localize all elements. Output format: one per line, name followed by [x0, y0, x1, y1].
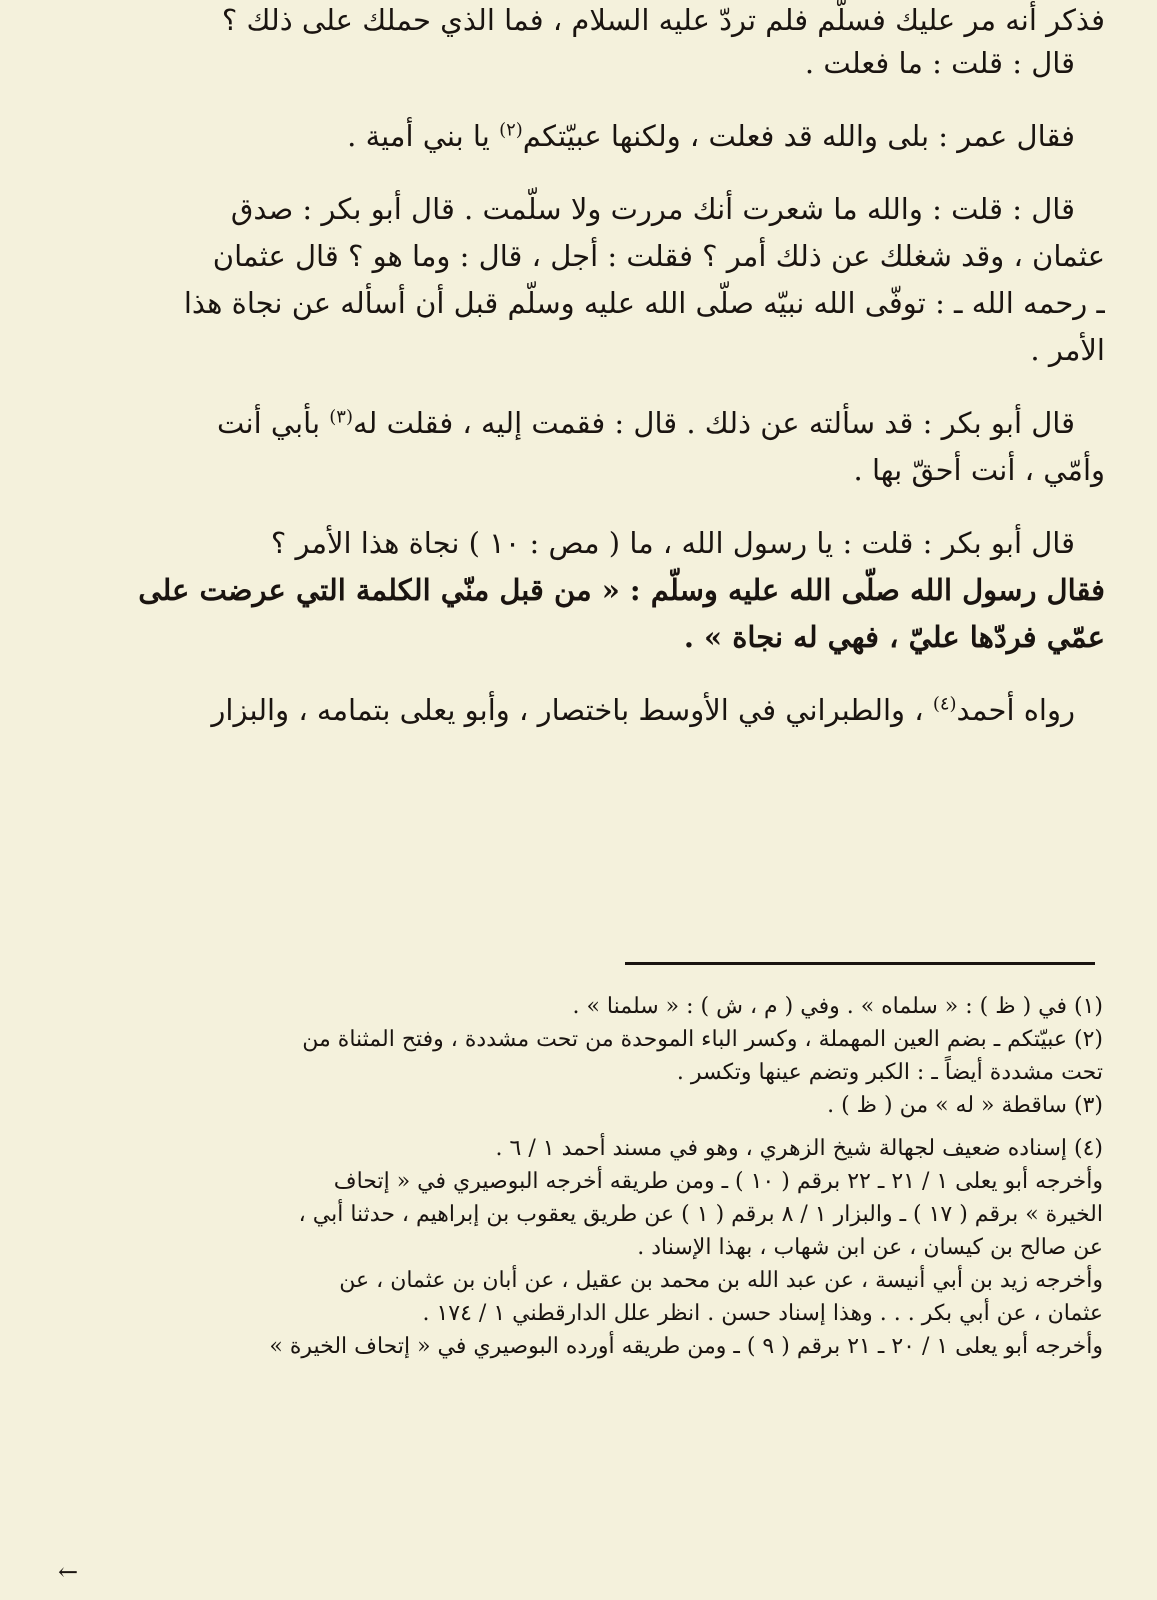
- footnote-line: (١) في ( ظ ) : « سلماه » . وفي ( م ، ش ) : « سلمنا » .: [572, 994, 1103, 1019]
- footnote-line: وأخرجه أبو يعلى ١ / ٢٠ ـ ٢١ برقم ( ٩ ) ـ ومن طريقه أورده البوصيري في « إتحاف الخيرة »: [269, 1334, 1103, 1359]
- text-line: ـ رحمه الله ـ : توفّى الله نبيّه صلّى الله عليه وسلّم قبل أن أسأله عن نجاة هذا: [183, 286, 1105, 320]
- text-line: عثمان ، وقد شغلك عن ذلك أمر ؟ فقلت : أجل ، قال : وما هو ؟ قال عثمان: [212, 239, 1105, 273]
- continuation-arrow-icon: ←: [58, 1558, 79, 1586]
- footnotes: [66, 990, 1103, 1363]
- footnote-line: عن صالح بن كيسان ، عن ابن شهاب ، بهذا الإسناد .: [637, 1235, 1103, 1260]
- footnote-ref: (٣): [329, 406, 353, 428]
- text-line: رواه أحمد$^{(٤)}$ ، والطبراني في الأوسط باختصار ، وأبو يعلى بتمامه ، والبزار: [211, 693, 1075, 727]
- footnote-line: (٢) عبيّتكم ـ بضم العين المهملة ، وكسر الباء الموحدة من تحت مشددة ، وفتح المثناة من: [302, 1027, 1103, 1052]
- footnote-line: وأخرجه زيد بن أبي أنيسة ، عن عبد الله بن محمد بن عقيل ، عن أبان بن عثمان ، عن: [339, 1268, 1103, 1293]
- text-line: فذكر أنه مر عليك فسلّم فلم تردّ عليه السلام ، فما الذي حملك على ذلك ؟: [221, 3, 1105, 37]
- footnote-line: وأخرجه أبو يعلى ١ / ٢١ ـ ٢٢ برقم ( ١٠ ) ـ ومن طريقه أخرجه البوصيري في « إتحاف: [333, 1169, 1103, 1194]
- text-line: قال أبو بكر : قد سألته عن ذلك . قال : فقمت إليه ، فقلت له$^{(٣)}$ بأبي أنت: [217, 406, 1075, 440]
- footnote-ref: (٢): [499, 119, 523, 141]
- text-line: وأمّي ، أنت أحقّ بها .: [853, 453, 1105, 487]
- main-text: [40, 0, 1105, 734]
- text-line: قال أبو بكر : قلت : يا رسول الله ، ما ( مص : ١٠ ) نجاة هذا الأمر ؟: [270, 526, 1075, 560]
- text-line: الأمر .: [1030, 333, 1105, 367]
- footnote-line: (٣) ساقطة « له » من ( ظ ) .: [827, 1093, 1103, 1118]
- footnote-ref: (٤): [932, 693, 957, 715]
- footnote-line: تحت مشددة أيضاً ـ : الكبر وتضم عينها وتكسر .: [676, 1060, 1103, 1085]
- footnote-line: (٤) إسناده ضعيف لجهالة شيخ الزهري ، وهو في مسند أحمد ١ / ٦ .: [495, 1136, 1103, 1161]
- text-line: قال : قلت : ما فعلت .: [804, 46, 1075, 80]
- text-line: فقال رسول الله صلّى الله عليه وسلّم : « من قبل منّي الكلمة التي عرضت على: [138, 573, 1105, 607]
- text-line: فقال عمر : بلى والله قد فعلت ، ولكنها عبيّتكم$^{(٢)}$ يا بني أمية .: [347, 119, 1075, 153]
- text-line: قال : قلت : والله ما شعرت أنك مررت ولا سلّمت . قال أبو بكر : صدق: [230, 192, 1075, 226]
- footnote-line: عثمان ، عن أبي بكر . . . وهذا إسناد حسن . انظر علل الدارقطني ١ / ١٧٤ .: [422, 1301, 1103, 1326]
- text-line: عمّي فردّها عليّ ، فهي له نجاة » .: [683, 620, 1105, 654]
- footnote-separator: [625, 962, 1095, 965]
- footnote-line: الخيرة » برقم ( ١٧ ) ـ والبزار ١ / ٨ برقم ( ١ ) عن طريق يعقوب بن إبراهيم ، حدثنا أبي ،: [298, 1202, 1103, 1227]
